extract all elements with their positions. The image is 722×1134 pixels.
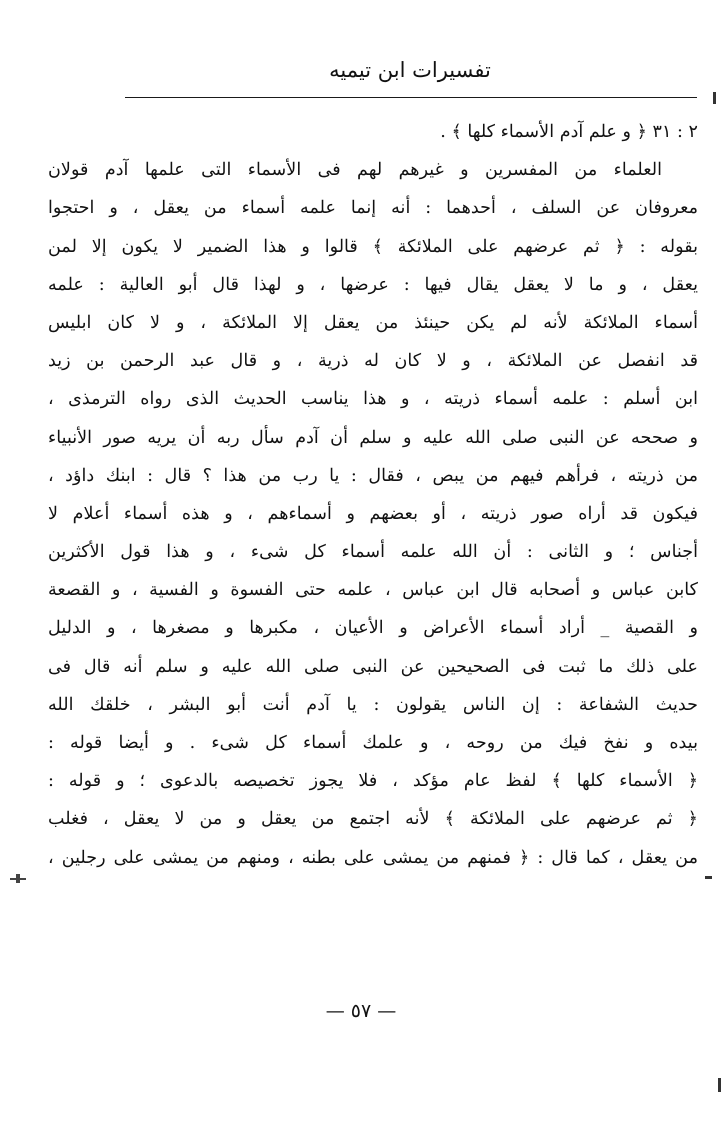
body-text [48, 113, 698, 877]
text-line: ﴿ ثم عرضهم على الملائكة ﴾ لأنه اجتمع من يعقل و من لا يعقل ، فغلب [48, 809, 698, 830]
text-line: على ذلك ما ثبت فى الصحيحين عن النبى صلى الله عليه و سلم أنه قال فى [48, 656, 698, 677]
margin-mark [718, 1078, 721, 1092]
text-line: فيكون قد أراه صور ذريته ، أو بعضهم و أسماءهم ، و هذه أسماء أعلام لا [48, 503, 698, 524]
margin-mark [713, 92, 716, 104]
text-line: أجناس ؛ و الثانى : أن الله علمه أسماء كل شىء ، و هذا قول الأكثرين [48, 542, 698, 563]
text-line: من ذريته ، فرأهم فيهم من يبص ، فقال : يا رب من هذا ؟ قال : ابنك داؤد ، [48, 465, 698, 486]
text-line: ابن أسلم : علمه أسماء ذريته ، و هذا يناسب الحديث الذى رواه الترمذى ، [48, 389, 698, 410]
text-line: حديث الشفاعة : إن الناس يقولون : يا آدم أنت أبو البشر ، خلقك الله [48, 694, 698, 715]
text-line: و صححه عن النبى صلى الله عليه و سلم أن آدم سأل ربه أن يريه صور الأنبياء [48, 427, 698, 448]
margin-mark [705, 876, 712, 879]
text-line: معروفان عن السلف ، أحدهما : أنه إنما علمه أسماء من يعقل ، و احتجوا [48, 198, 698, 219]
text-line: بيده و نفخ فيك من روحه ، و علمك أسماء كل شىء . و أيضا قوله : [48, 733, 698, 753]
text-line: العلماء من المفسرين و غيرهم لهم فى الأسماء التى علمها آدم قولان [48, 160, 662, 181]
text-line: من يعقل ، كما قال : ﴿ فمنهم من يمشى على بطنه ، ومنهم من يمشى على رجلين ، [48, 847, 698, 868]
text-line: يعقل ، و ما لا يعقل يقال فيها : عرضها ، و لهذا قال أبو العالية : علمه [48, 274, 698, 295]
text-line: ﴿ الأسماء كلها ﴾ لفظ عام مؤكد ، فلا يجوز تخصيصه بالدعوى ؛ و قوله : [48, 771, 698, 792]
margin-mark [16, 874, 20, 883]
text-line: أسماء الملائكة لأنه لم يكن حينئذ من يعقل إلا الملائكة ، و لا كان ابليس [48, 312, 698, 333]
text-line: بقوله : ﴿ ثم عرضهم على الملائكة ﴾ قالوا و هذا الضمير لا يكون إلا لمن [48, 236, 698, 257]
text-line: كابن عباس و أصحابه قال ابن عباس ، علمه حتى الفسوة و الفسية ، و القصعة [48, 580, 698, 601]
text-line: و القصية _ أراد أسماء الأعراض و الأعيان ، مكبرها و مصغرها ، و الدليل [48, 618, 698, 639]
verse-heading: ٢ : ٣١ ﴿ و علم آدم الأسماء كلها ﴾ . [440, 122, 698, 142]
header-rule [125, 97, 697, 98]
running-header-title: تفسيرات ابن تيميه [329, 58, 491, 82]
text-line: قد انفصل عن الملائكة ، و لا كان له ذرية ، و قال عبد الرحمن بن زيد [48, 351, 698, 372]
page-number: — ٥٧ — [325, 1000, 397, 1022]
